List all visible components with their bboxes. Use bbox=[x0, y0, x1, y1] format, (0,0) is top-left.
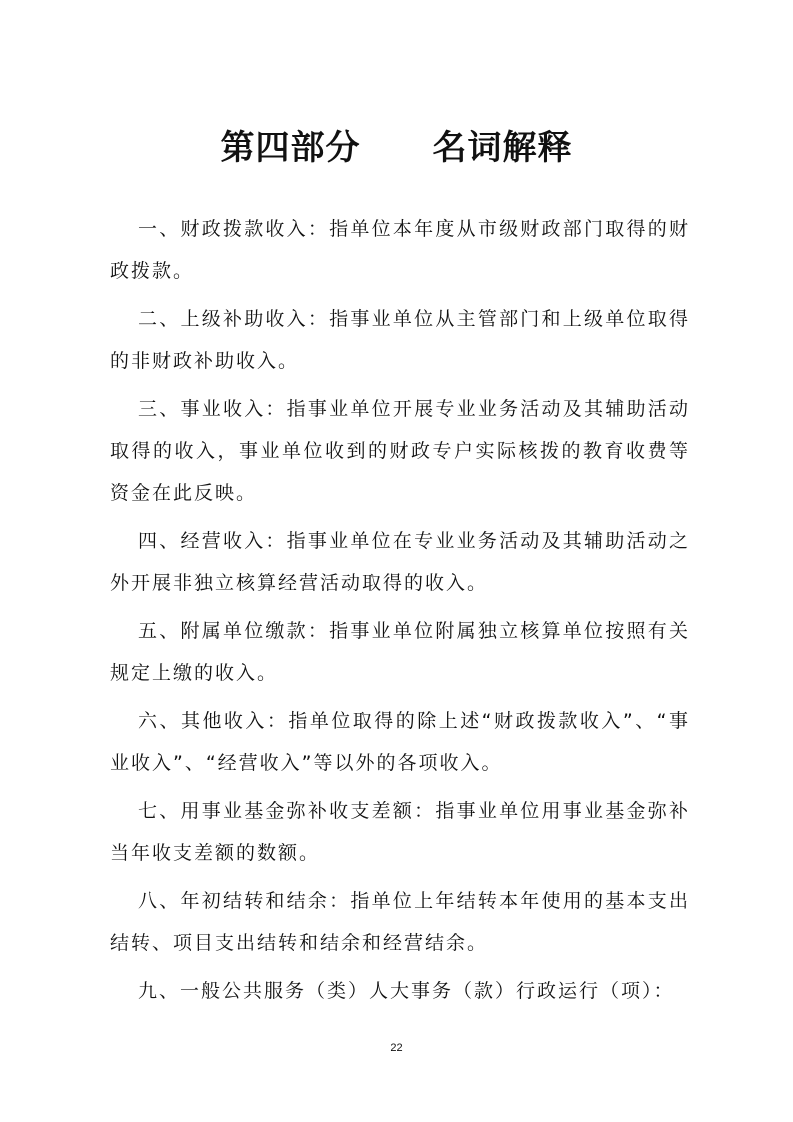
definition-paragraph-9: 九、一般公共服务（类）人大事务（款）行政运行（项）： bbox=[138, 980, 675, 1002]
definition-paragraph-7: 七、用事业基金弥补收支差额：指事业单位用事业基金弥补当年收支差额的数额。 bbox=[110, 800, 690, 864]
page-title bbox=[0, 123, 793, 173]
page-number: 22 bbox=[390, 1042, 403, 1054]
definition-paragraph-2: 二、上级补助收入：指事业单位从主管部门和上级单位取得的非财政补助收入。 bbox=[110, 308, 690, 372]
title-part: 第四部分 bbox=[220, 127, 361, 168]
definition-paragraph-8: 八、年初结转和结余：指单位上年结转本年使用的基本支出结转、项目支出结转和结余和经营结余。 bbox=[110, 890, 690, 954]
definition-paragraph-5: 五、附属单位缴款：指事业单位附属独立核算单位按照有关规定上缴的收入。 bbox=[110, 620, 690, 684]
definitions-body bbox=[110, 208, 690, 1018]
definition-paragraph-3: 三、事业收入：指事业单位开展专业业务活动及其辅助活动取得的收入，事业单位收到的财政专户实际核拨的教育收费等资金在此反映。 bbox=[110, 398, 690, 504]
title-name: 名词解释 bbox=[432, 127, 573, 168]
definition-paragraph-1: 一、财政拨款收入：指单位本年度从市级财政部门取得的财政拨款。 bbox=[110, 218, 690, 282]
definition-paragraph-6: 六、其他收入：指单位取得的除上述“财政拨款收入”、“事业收入”、“经营收入”等以外的各项收入。 bbox=[110, 710, 690, 774]
definition-paragraph-4: 四、经营收入：指事业单位在专业业务活动及其辅助活动之外开展非独立核算经营活动取得的收入。 bbox=[110, 530, 690, 594]
